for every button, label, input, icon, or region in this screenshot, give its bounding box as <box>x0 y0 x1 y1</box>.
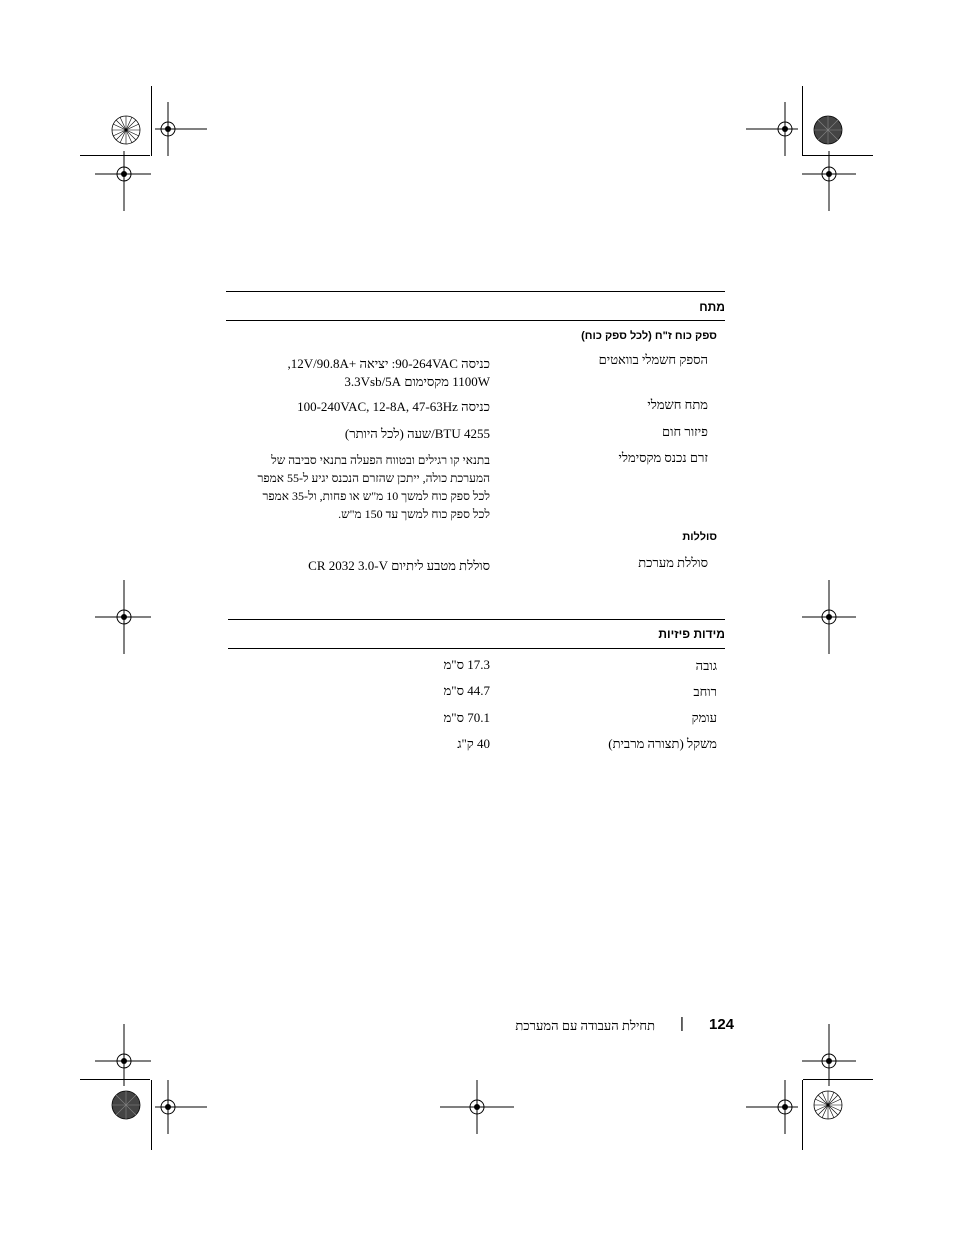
spec-label-depth: עומק <box>691 710 717 725</box>
spec-label-max-inrush: זרם נכנס מקסימלי <box>618 450 708 465</box>
spec-label-heat-dissipation: פיזור חום <box>662 424 708 439</box>
spec-label-width: רוחב <box>693 684 717 699</box>
registration-crosshair-icon <box>772 116 798 142</box>
registration-starburst-icon <box>813 115 843 145</box>
chapter-title: תחילת העבודה עם המערכת <box>515 1018 655 1033</box>
spec-value-heat-dissipation <box>230 425 490 443</box>
crop-line <box>80 1079 150 1080</box>
crop-line <box>151 1080 152 1150</box>
crop-line <box>802 1080 803 1150</box>
spec-value-height: 17.3 ס"מ <box>443 657 490 672</box>
spec-label-voltage: מתח חשמלי <box>647 397 708 412</box>
spec-label-system-battery: סוללת מערכת <box>638 555 708 570</box>
registration-crosshair-icon <box>155 116 181 142</box>
registration-starburst-icon <box>111 1090 141 1120</box>
registration-crosshair-icon <box>464 1094 490 1120</box>
crop-line <box>80 155 150 156</box>
spec-value-system-battery: סוללת מטבע ליתיום CR 2032 3.0-V <box>308 558 490 573</box>
crop-line <box>151 86 152 156</box>
spec-value-weight: 40 ק"ג <box>457 736 490 751</box>
value-line: לכל ספק כוח למשך עד 150 מ"ש. <box>338 507 490 521</box>
spec-value-depth: 70.1 ס"מ <box>443 710 490 725</box>
spec-value-width: 44.7 ס"מ <box>443 683 490 698</box>
section-header-physical: מידות פיזיות <box>658 627 725 641</box>
spec-value-wattage <box>230 355 490 391</box>
crop-line <box>802 86 803 156</box>
crop-line <box>803 1079 873 1080</box>
value-line: 4255 BTU/שעה (לכל היותר) <box>344 426 490 441</box>
section-top-rule <box>226 291 725 292</box>
spec-label-wattage: הספק חשמלי בוואטים <box>598 352 708 367</box>
registration-crosshair-icon <box>155 1094 181 1120</box>
value-line: לכל ספק כוח למשך 10 מ"ש או פחות, ול-35 אמפר <box>262 489 490 503</box>
spec-label-height: גובה <box>695 658 717 673</box>
spec-value-voltage <box>230 398 490 416</box>
value-line: כניסה 100-240VAC, 12-8A, 47-63Hz <box>297 399 490 414</box>
crop-line <box>803 155 873 156</box>
registration-crosshair-icon <box>816 604 842 630</box>
value-line: בתנאי קו רגילים ובטווח הפעלה בתנאי סביבה של <box>271 453 490 467</box>
value-line: כניסה 90-264VAC: יציאה +12V/90.8A, <box>287 356 490 371</box>
page-number: 124 <box>709 1016 735 1033</box>
battery-group-title: סוללות <box>682 531 717 543</box>
section-header-rule <box>226 320 725 321</box>
footer-separator: | <box>680 1015 684 1032</box>
registration-crosshair-icon <box>111 604 137 630</box>
section-header-rule <box>228 648 725 649</box>
registration-crosshair-icon <box>111 161 137 187</box>
value-line: המערכת כולה, ייתכן שהזרם הנכנס יגיע ל-55 אמפר <box>257 471 490 485</box>
registration-starburst-icon <box>111 115 141 145</box>
registration-starburst-icon <box>813 1090 843 1120</box>
spec-label-weight: משקל (תצורה מרבית) <box>608 736 717 751</box>
spec-value-max-inrush <box>220 451 490 523</box>
registration-crosshair-icon <box>816 161 842 187</box>
section-top-rule <box>228 619 725 620</box>
registration-crosshair-icon <box>816 1048 842 1074</box>
power-supply-group-title: ספק כוח ז"ח (לכל ספק כוח) <box>581 330 717 342</box>
section-header-power: מתח <box>699 300 725 314</box>
value-line: 1100W מקסימום 3.3Vsb/5A <box>344 374 490 389</box>
registration-crosshair-icon <box>772 1094 798 1120</box>
registration-crosshair-icon <box>111 1048 137 1074</box>
